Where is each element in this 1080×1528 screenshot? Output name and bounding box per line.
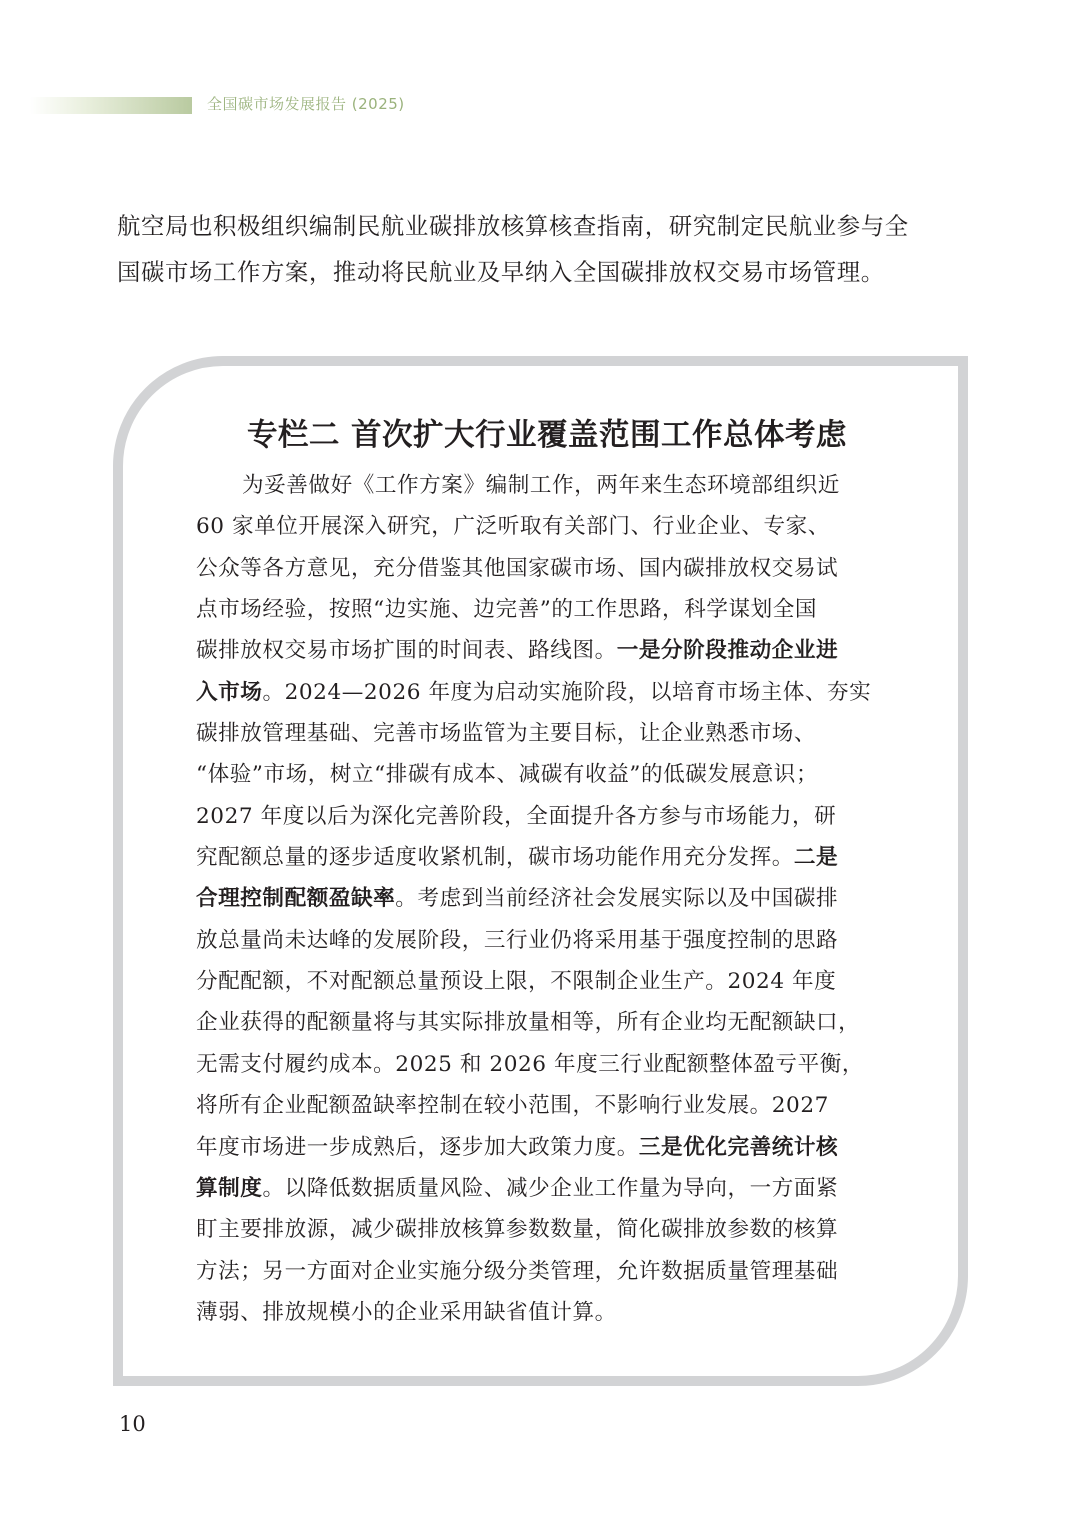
body-line bbox=[196, 672, 908, 713]
body-line bbox=[196, 1209, 908, 1250]
body-text: 碳排放权交易市场扩围的时间表、路线图。 bbox=[196, 638, 617, 664]
body-line bbox=[196, 1168, 908, 1209]
body-text: 究配额总量的逐步适度收紧机制，碳市场功能作用充分发挥。 bbox=[196, 845, 794, 871]
key-point-heading: 入市场 bbox=[196, 679, 263, 705]
body-text: 无需支付履约成本。2025 和 2026 年度三行业配额整体盈亏平衡， bbox=[196, 1051, 865, 1077]
body-text: 。以降低数据质量风险、减少企业工作量为导向，一方面紧 bbox=[262, 1175, 839, 1201]
body-line bbox=[196, 1044, 908, 1085]
body-text: 分配配额，不对配额总量预设上限，不限制企业生产。2024 年度 bbox=[196, 969, 837, 995]
body-line bbox=[196, 548, 908, 589]
body-line bbox=[196, 920, 908, 961]
key-point-heading: 二是 bbox=[793, 845, 839, 871]
body-text: 2027 年度以后为深化完善阶段，全面提升各方参与市场能力，研 bbox=[196, 803, 837, 829]
intro-paragraph bbox=[117, 203, 967, 295]
body-text: 将所有企业配额盈缺率控制在较小范围，不影响行业发展。2027 bbox=[196, 1093, 829, 1119]
body-text: 方法；另一方面对企业实施分级分类管理，允许数据质量管理基础 bbox=[196, 1258, 839, 1284]
body-line bbox=[196, 1127, 908, 1168]
intro-line: 航空局也积极组织编制民航业碳排放核算核查指南，研究制定民航业参与全 bbox=[117, 212, 909, 240]
body-text: “体验”市场，树立“排碳有成本、减碳有收益”的低碳发展意识； bbox=[196, 762, 819, 788]
body-line bbox=[196, 1251, 908, 1292]
key-point-heading: 算制度 bbox=[196, 1175, 263, 1201]
sidebar-box-body bbox=[196, 465, 908, 1333]
body-text: 点市场经验，按照“边实施、边完善”的工作思路，科学谋划全国 bbox=[196, 597, 818, 623]
key-point-heading: 三是优化完善统计核 bbox=[638, 1134, 839, 1160]
header-accent-band bbox=[30, 97, 192, 114]
body-line bbox=[196, 754, 908, 795]
body-line bbox=[196, 630, 908, 671]
body-line bbox=[196, 713, 908, 754]
body-text: 。考虑到当前经济社会发展实际以及中国碳排 bbox=[395, 886, 839, 912]
body-line bbox=[196, 506, 908, 547]
body-line bbox=[196, 465, 908, 506]
body-line bbox=[196, 961, 908, 1002]
body-text: 放总量尚未达峰的发展阶段，三行业仍将采用基于强度控制的思路 bbox=[196, 927, 839, 953]
body-line bbox=[196, 878, 908, 919]
body-line bbox=[196, 796, 908, 837]
body-text: 企业获得的配额量将与其实际排放量相等，所有企业均无配额缺口， bbox=[196, 1010, 861, 1036]
body-line bbox=[196, 1292, 908, 1333]
body-text: 碳排放管理基础、完善市场监管为主要目标，让企业熟悉市场、 bbox=[196, 721, 817, 747]
body-line bbox=[196, 837, 908, 878]
body-line bbox=[196, 1002, 908, 1043]
body-line bbox=[196, 1085, 908, 1126]
body-text: 60 家单位开展深入研究，广泛听取有关部门、行业企业、专家、 bbox=[196, 514, 830, 540]
body-line bbox=[196, 589, 908, 630]
running-header-title: 全国碳市场发展报告 (2025) bbox=[207, 95, 405, 113]
body-text: 年度市场进一步成熟后，逐步加大政策力度。 bbox=[196, 1134, 639, 1160]
page-number: 10 bbox=[119, 1412, 146, 1436]
body-text: 。2024—2026 年度为启动实施阶段，以培育市场主体、夯实 bbox=[262, 679, 872, 705]
intro-line: 国碳市场工作方案，推动将民航业及早纳入全国碳排放权交易市场管理。 bbox=[117, 258, 885, 286]
body-text: 为妥善做好《工作方案》编制工作，两年来生态环境部组织近 bbox=[242, 473, 840, 498]
key-point-heading: 合理控制配额盈缺率 bbox=[196, 886, 396, 912]
key-point-heading: 一是分阶段推动企业进 bbox=[616, 638, 839, 664]
sidebar-box-title: 专栏二 首次扩大行业覆盖范围工作总体考虑 bbox=[246, 417, 848, 453]
body-text: 公众等各方意见，充分借鉴其他国家碳市场、国内碳排放权交易试 bbox=[196, 555, 839, 581]
body-text: 薄弱、排放规模小的企业采用缺省值计算。 bbox=[196, 1299, 617, 1325]
body-text: 盯主要排放源，减少碳排放核算参数数量，简化碳排放参数的核算 bbox=[196, 1217, 839, 1243]
